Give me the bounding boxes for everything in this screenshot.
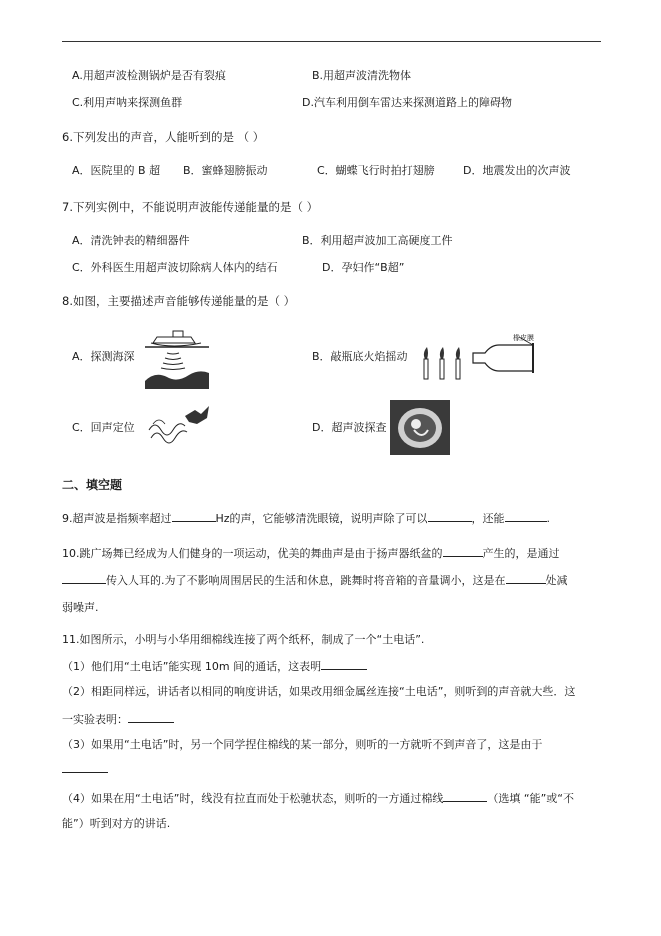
q11-sub-4-line-1: [62, 791, 574, 806]
q6-option-c: C．蝴蝶飞行时拍打翅膀: [317, 164, 435, 177]
q10-text-4: 处减: [545, 574, 568, 587]
q10-text-2: 产生的，是通过: [482, 547, 560, 560]
bat-echolocation-figure: [145, 402, 215, 450]
q10-text-1: 10.跳广场舞已经成为人们健身的一项运动，优美的舞曲声是由于扬声器纸盆的: [62, 547, 443, 560]
q10-line-1: [62, 546, 560, 561]
q9-text-1: 9.超声波是指频率超过: [62, 512, 172, 525]
q6-option-d: D．地震发出的次声波: [463, 164, 571, 177]
q9-text-2: Hz的声，它能够清洗眼镜，说明声除了可以: [215, 512, 428, 525]
q5-option-c: C.利用声呐来探测鱼群: [72, 96, 183, 109]
q8-option-d: D．超声波探查: [312, 421, 387, 434]
q11-sub-3: （3）如果用“土电话”时，另一个同学捏住棉线的某一部分，则听的一方就听不到声音了，这是由于: [62, 738, 543, 751]
q11-sub-4-line-2: 能”）听到对方的讲话.: [62, 817, 171, 830]
q9-text-3: ，还能: [471, 512, 505, 525]
q8-stem: 8.如图，主要描述声音能够传递能量的是（ ）: [62, 294, 296, 308]
q11-sub-1-text: （1）他们用“土电话”能实现 10m 间的通话，这表明: [62, 660, 322, 673]
q7-option-d: D．孕妇作“B超”: [322, 261, 405, 274]
section-title: 二、填空题: [62, 478, 123, 492]
q8-option-c: C．回声定位: [72, 421, 135, 434]
q9-text-4: .: [546, 512, 551, 525]
sea-depth-sounding-figure: [143, 323, 211, 391]
q11-sub-1: [62, 659, 367, 674]
q7-option-b: B．利用超声波加工高硬度工件: [302, 234, 453, 247]
q11-sub-4-text-2: （选填 “能”或“不: [487, 792, 574, 805]
q5-option-d: D.汽车利用倒车雷达来探测道路上的障碍物: [302, 96, 512, 109]
q6-stem: 6.下列发出的声音，人能听到的是 （ ）: [62, 130, 265, 144]
q8-option-a: A．探测海深: [72, 350, 135, 363]
q11-blank-1[interactable]: [321, 659, 367, 670]
q9-blank-3[interactable]: [505, 511, 547, 522]
q5-option-b: B.用超声波清洗物体: [312, 69, 412, 82]
q11-sub-3-blank-line: [62, 762, 108, 777]
q6-option-a: A．医院里的 B 超: [72, 164, 161, 177]
q9-line: [62, 511, 550, 526]
q11-blank-4[interactable]: [443, 791, 487, 802]
q11-sub-4-text-1: （4）如果在用“土电话”时，线没有拉直而处于松驰状态，则听的一方通过棉线: [62, 792, 444, 805]
q10-blank-2[interactable]: [62, 573, 106, 584]
q9-blank-1[interactable]: [172, 511, 216, 522]
q10-text-3: 传入人耳的.为了不影响周围居民的生活和休息，跳舞时将音箱的音量调小，这是在: [106, 574, 506, 587]
q6-option-b: B．蜜蜂翅膀振动: [183, 164, 268, 177]
q11-blank-2[interactable]: [128, 712, 174, 723]
q10-blank-3[interactable]: [506, 573, 546, 584]
q8-option-b: B．敲瓶底火焰摇动: [312, 350, 408, 363]
q7-stem: 7.下列实例中，不能说明声波能传递能量的是（ ）: [62, 200, 319, 214]
q11-blank-3[interactable]: [62, 762, 108, 773]
header-rule: [62, 41, 601, 42]
q11-sub-2-line-2: [62, 712, 174, 727]
q11-sub-2-line-1: （2）相距同样远，讲话者以相同的响度讲话，如果改用细金属丝连接“土电话”，则听到的声音就大些．这: [62, 685, 576, 698]
q10-line-2: [62, 573, 568, 588]
q7-option-a: A．清洗钟表的精细器件: [72, 234, 190, 247]
q11-sub-2-text: 一实验表明：: [62, 713, 128, 726]
ultrasound-scan-figure: [390, 400, 450, 455]
q10-blank-1[interactable]: [443, 546, 483, 557]
q11-stem: 11.如图所示，小明与小华用细棉线连接了两个纸杯，制成了一个“土电话”.: [62, 633, 425, 646]
rubber-membrane-label: 橡皮膜: [513, 334, 534, 342]
q10-line-3: 弱噪声.: [62, 601, 99, 614]
q5-option-a: A.用超声波检测锅炉是否有裂痕: [72, 69, 226, 82]
q9-blank-2[interactable]: [428, 511, 472, 522]
q7-option-c: C．外科医生用超声波切除病人体内的结石: [72, 261, 278, 274]
